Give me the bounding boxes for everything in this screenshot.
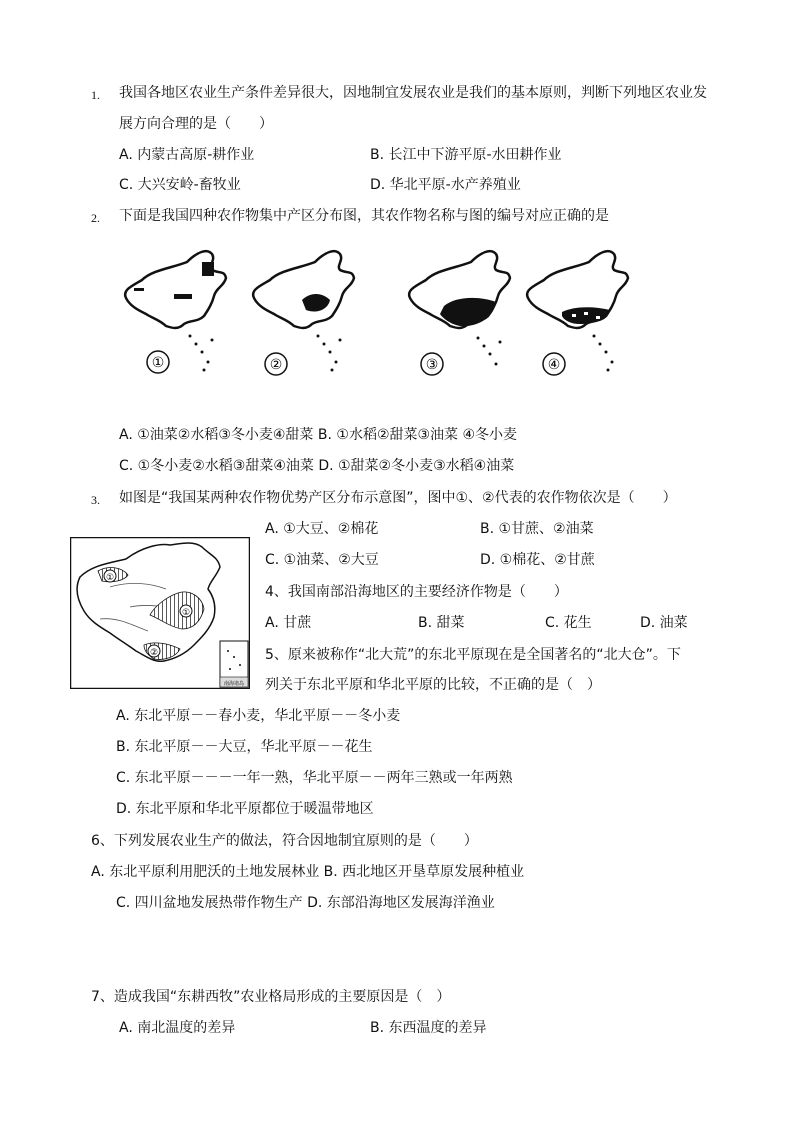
q5-stem-line2: 列关于东北平原和华北平原的比较，不正确的是（ ） <box>265 677 601 693</box>
q1-option-d: D. 华北平原-水产养殖业 <box>370 177 521 193</box>
q3-stem: 如图是“我国某两种农作物优势产区分布示意图”，图中①、②代表的农作物依次是（ ） <box>119 490 677 506</box>
q6-options-line1: A. 东北平原利用肥沃的土地发展林业 B. 西北地区开垦草原发展种植业 <box>91 864 525 880</box>
q5-option-a: A. 东北平原－－春小麦，华北平原－－冬小麦 <box>116 708 401 724</box>
q2-options-line2: C. ①冬小麦②水稻③甜菜④油菜 D. ①甜菜②冬小麦③水稻④油菜 <box>119 458 515 474</box>
svg-text:②: ② <box>149 648 159 658</box>
q3-crop-map <box>70 537 250 689</box>
q2-number: 2. <box>91 211 100 225</box>
q5-option-d: D. 东北平原和华北平原都位于暖温带地区 <box>116 801 374 817</box>
q3-option-a: A. ①大豆、②棉花 <box>265 521 379 537</box>
q4-option-b: B. 甜菜 <box>418 615 465 631</box>
q1-option-b: B. 长江中下游平原-水田耕作业 <box>370 147 562 163</box>
q2-stem: 下面是我国四种农作物集中产区分布图，其农作物名称与图的编号对应正确的是 <box>119 208 609 224</box>
q1-option-c: C. 大兴安岭-畜牧业 <box>119 177 241 193</box>
q3-map-inset-label: 南海诸岛 <box>223 681 245 687</box>
q2-map-1-label: ① <box>151 355 165 371</box>
q2-map-4-label: ④ <box>547 357 561 373</box>
q4-option-d: D. 油菜 <box>640 615 688 631</box>
q2-options-line1: A. ①油菜②水稻③冬小麦④甜菜 B. ①水稻②甜菜③油菜 ④冬小麦 <box>119 427 518 443</box>
q5-option-b: B. 东北平原－－大豆，华北平原－－花生 <box>116 739 373 755</box>
q6-options-line2: C. 四川盆地发展热带作物生产 D. 东部沿海地区发展海洋渔业 <box>116 895 495 911</box>
q5-stem-line1: 5、原来被称作“北大荒”的东北平原现在是全国著名的“北大仓”。下 <box>265 647 681 663</box>
q1-stem-line2: 展方向合理的是（ ） <box>119 116 273 132</box>
q2-map-1 <box>125 251 226 373</box>
q3-option-d: D. ①棉花、②甘蔗 <box>480 552 595 568</box>
svg-text:①: ① <box>105 573 115 583</box>
q4-stem: 4、我国南部沿海地区的主要经济作物是（ ） <box>265 584 568 600</box>
q2-map-3 <box>409 251 510 375</box>
q2-map-2-label: ② <box>269 357 283 373</box>
q1-option-a: A. 内蒙古高原-耕作业 <box>119 147 255 163</box>
q7-option-a: A. 南北温度的差异 <box>119 1020 236 1036</box>
q4-option-c: C. 花生 <box>545 615 592 631</box>
q3-option-c: C. ①油菜、②大豆 <box>265 552 379 568</box>
q5-option-c: C. 东北平原－－－一年一熟，华北平原－－两年三熟或一年两熟 <box>116 770 513 786</box>
q6-stem: 6、下列发展农业生产的做法，符合因地制宜原则的是（ ） <box>91 833 478 849</box>
q7-option-b: B. 东西温度的差异 <box>370 1020 487 1036</box>
q2-map-3-label: ③ <box>425 357 439 373</box>
q3-number: 3. <box>91 493 100 507</box>
q4-option-a: A. 甘蔗 <box>265 615 312 631</box>
q1-stem-line1: 我国各地区农业生产条件差异很大，因地制宜发展农业是我们的基本原则，判断下列地区农业发 <box>119 85 707 101</box>
q2-map-2 <box>253 251 354 375</box>
q2-crop-maps <box>112 240 638 390</box>
q2-map-4 <box>527 251 628 375</box>
q3-option-b: B. ①甘蔗、②油菜 <box>480 521 594 537</box>
q7-stem: 7、造成我国“东耕西牧”农业格局形成的主要原因是（ ） <box>91 989 451 1005</box>
svg-text:①: ① <box>181 608 191 618</box>
q1-number: 1. <box>91 88 100 102</box>
